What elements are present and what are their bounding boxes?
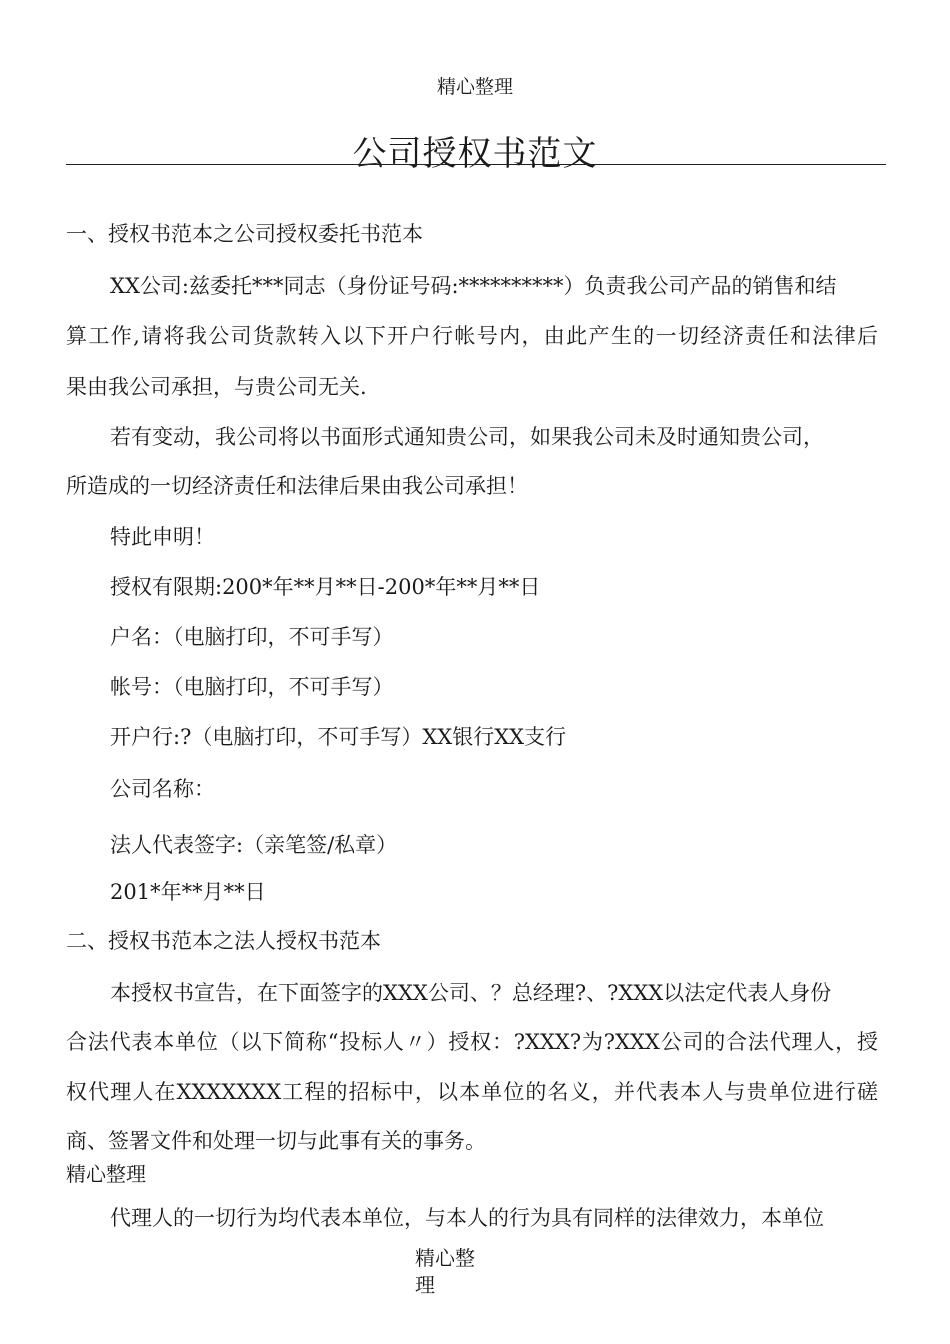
company-name: 公司名称：	[110, 777, 215, 801]
section2-para2-line1: 代理人的一切行为均代表本单位，与本人的行为具有同样的法律效力，本单位	[110, 1206, 824, 1230]
section1-para1-line3: 果由我公司承担，与贵公司无关.	[66, 375, 367, 399]
title-underline	[66, 164, 886, 165]
declaration: 特此申明！	[110, 525, 215, 549]
legal-representative-signature: 法人代表签字:（亲笔签/私章）	[110, 833, 398, 857]
account-number: 帐号：（电脑打印，不可手写）	[110, 675, 394, 699]
section2-heading: 二、授权书范本之法人授权书范本	[66, 929, 381, 953]
section1-para2-line2: 所造成的一切经济责任和法律后果由我公司承担！	[66, 474, 528, 498]
section1-para2-line1: 若有变动，我公司将以书面形式通知贵公司，如果我公司未及时通知贵公司，	[110, 425, 824, 449]
section2-para1-line3: 权代理人在XXXXXXX工程的招标中，以本单位的名义，并代表本人与贵单位进行磋	[66, 1080, 878, 1104]
section1-para1-line1: XX公司:兹委托***同志（身份证号码:**********）负责我公司产品的销售和结	[110, 274, 837, 298]
page-header: 精心整理	[436, 76, 513, 98]
page-footer	[415, 1245, 535, 1299]
opening-bank: 开户行:?（电脑打印，不可手写）XX银行XX支行	[110, 725, 567, 749]
section2-para1-line4: 商、签署文件和处理一切与此事有关的事务。	[66, 1129, 486, 1153]
document-title: 公司授权书范文	[352, 134, 598, 174]
signature-date: 201*年**月**日	[110, 880, 266, 904]
section2-para1-line1: 本授权书宣告，在下面签字的XXX公司、？总经理?、?XXX以法定代表人身份	[110, 981, 832, 1005]
account-name: 户名：（电脑打印，不可手写）	[110, 625, 394, 649]
inline-footer-label: 精心整理	[66, 1162, 146, 1186]
section2-para1-line2: 合法代表本单位（以下简称“投标人〃）授权：?XXX?为?XXX公司的合法代理人，授	[66, 1030, 878, 1054]
section1-para1-line2: 算工作,请将我公司货款转入以下开户行帐号内，由此产生的一切经济责任和法律后	[66, 324, 878, 348]
authorization-period: 授权有限期:200*年**月**日-200*年**月**日	[110, 575, 541, 599]
page-footer-text: 精心整理	[415, 1246, 475, 1297]
section1-heading: 一、授权书范本之公司授权委托书范本	[66, 222, 423, 246]
